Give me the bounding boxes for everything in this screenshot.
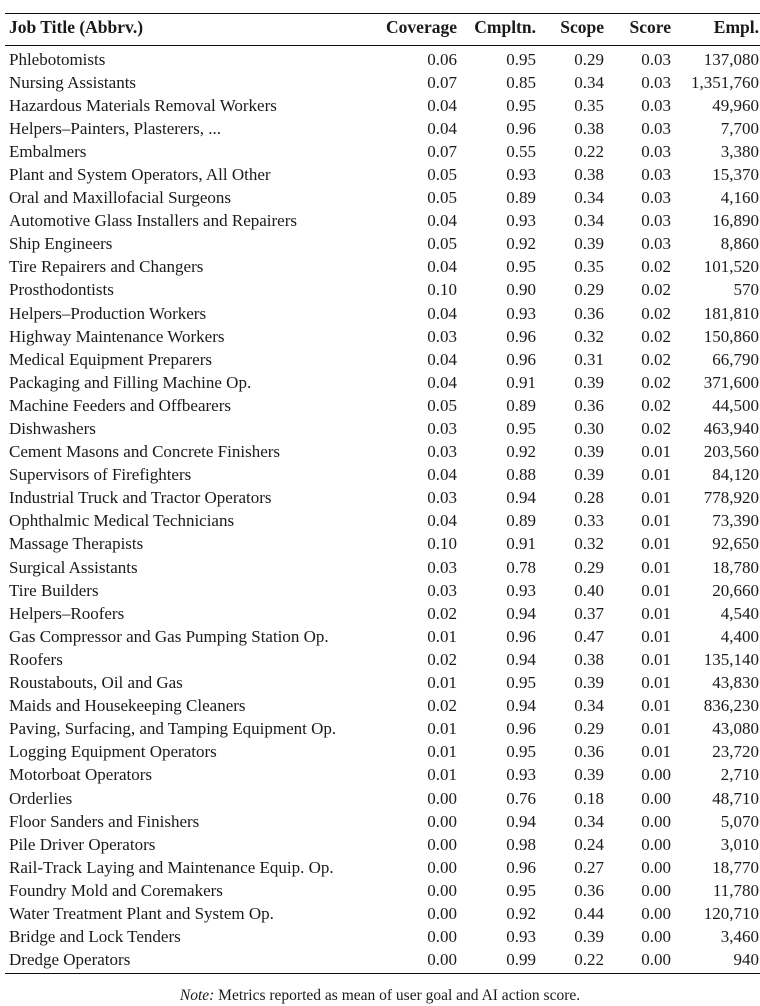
cell-empl: 135,140 <box>703 649 759 669</box>
cell-empl: 778,920 <box>703 488 759 508</box>
cell-coverage: 0.03 <box>427 580 457 600</box>
cell-scope: 0.29 <box>574 557 604 577</box>
table-row <box>5 740 760 763</box>
cell-job_title: Phlebotomists <box>9 49 106 69</box>
cell-score: 0.02 <box>641 326 671 346</box>
cell-empl: 18,780 <box>712 557 759 577</box>
cell-scope: 0.27 <box>574 857 604 877</box>
cell-job_title: Helpers–Production Workers <box>9 303 207 323</box>
table-row <box>5 301 760 324</box>
cell-coverage: 0.00 <box>427 857 457 877</box>
cell-coverage: 0.10 <box>427 280 457 300</box>
cell-scope: 0.36 <box>574 880 604 900</box>
cell-empl: 150,860 <box>703 326 759 346</box>
cell-job_title: Helpers–Roofers <box>9 603 125 623</box>
cell-scope: 0.34 <box>574 72 604 92</box>
cell-coverage: 0.04 <box>427 511 457 531</box>
cell-coverage: 0.01 <box>427 742 457 762</box>
cell-cmpltn: 0.78 <box>506 557 536 577</box>
cell-job_title: Maids and Housekeeping Cleaners <box>9 696 246 716</box>
cell-empl: 463,940 <box>703 419 759 438</box>
cell-job_title: Motorboat Operators <box>9 765 153 785</box>
cell-coverage: 0.00 <box>427 880 457 900</box>
cell-scope: 0.40 <box>574 580 604 600</box>
cell-empl: 570 <box>733 280 759 300</box>
cell-cmpltn: 0.94 <box>506 488 536 508</box>
cell-coverage: 0.04 <box>427 95 457 115</box>
cell-scope: 0.30 <box>574 419 604 438</box>
table-row <box>5 509 760 532</box>
cell-empl: 1,351,760 <box>691 72 759 92</box>
cell-score: 0.03 <box>641 141 671 161</box>
cell-coverage: 0.05 <box>427 164 457 184</box>
table-row <box>5 555 760 578</box>
cell-job_title: Highway Maintenance Workers <box>9 326 225 346</box>
cell-scope: 0.18 <box>574 788 604 808</box>
cell-empl: 20,660 <box>712 580 759 600</box>
cell-score: 0.01 <box>641 719 671 739</box>
cell-empl: 43,830 <box>712 673 759 693</box>
cell-empl: 181,810 <box>703 303 759 323</box>
cell-score: 0.00 <box>641 788 671 808</box>
cell-scope: 0.39 <box>574 465 604 485</box>
table-row <box>5 463 760 486</box>
column-header-cmpltn: Cmpltn. <box>457 14 536 45</box>
cell-scope: 0.39 <box>574 234 604 254</box>
cell-scope: 0.39 <box>574 372 604 392</box>
table-row <box>5 255 760 278</box>
cell-cmpltn: 0.91 <box>506 534 536 554</box>
cell-job_title: Industrial Truck and Tractor Operators <box>9 488 272 508</box>
cell-job_title: Water Treatment Plant and System Op. <box>9 903 274 923</box>
cell-scope: 0.39 <box>574 442 604 462</box>
table-row <box>5 694 760 717</box>
cell-job_title: Foundry Mold and Coremakers <box>9 880 223 900</box>
cell-job_title: Roofers <box>9 649 63 669</box>
cell-cmpltn: 0.89 <box>506 395 536 415</box>
cell-cmpltn: 0.96 <box>506 626 536 646</box>
cell-score: 0.02 <box>641 280 671 300</box>
table-row <box>5 232 760 255</box>
cell-empl: 4,540 <box>720 603 759 623</box>
cell-coverage: 0.03 <box>427 557 457 577</box>
cell-empl: 84,120 <box>712 465 759 485</box>
cell-scope: 0.29 <box>574 49 604 69</box>
cell-scope: 0.44 <box>574 903 604 923</box>
cell-score: 0.01 <box>641 534 671 554</box>
cell-scope: 0.36 <box>574 303 604 323</box>
cell-cmpltn: 0.94 <box>506 811 536 831</box>
table-row <box>5 786 760 809</box>
cell-score: 0.02 <box>641 303 671 323</box>
cell-coverage: 0.04 <box>427 257 457 277</box>
cell-coverage: 0.01 <box>427 719 457 739</box>
table-header <box>5 14 760 46</box>
table-row <box>5 209 760 232</box>
cell-job_title: Oral and Maxillofacial Surgeons <box>9 188 232 208</box>
cell-scope: 0.36 <box>574 742 604 762</box>
table-row <box>5 278 760 301</box>
table-row <box>5 810 760 833</box>
cell-job_title: Bridge and Lock Tenders <box>9 927 181 947</box>
cell-coverage: 0.04 <box>427 349 457 369</box>
cell-coverage: 0.05 <box>427 234 457 254</box>
cell-score: 0.03 <box>641 118 671 138</box>
table-row <box>5 325 760 348</box>
cell-cmpltn: 0.94 <box>506 649 536 669</box>
cell-cmpltn: 0.93 <box>506 765 536 785</box>
cell-job_title: Hazardous Materials Removal Workers <box>9 95 277 115</box>
cell-scope: 0.29 <box>574 719 604 739</box>
table-row <box>5 763 760 786</box>
cell-empl: 5,070 <box>720 811 759 831</box>
cell-score: 0.00 <box>641 765 671 785</box>
cell-job_title: Cement Masons and Concrete Finishers <box>9 442 281 462</box>
cell-cmpltn: 0.90 <box>506 280 536 300</box>
cell-score: 0.01 <box>641 603 671 623</box>
cell-empl: 2,710 <box>720 765 759 785</box>
table-row <box>5 394 760 417</box>
cell-job_title: Medical Equipment Preparers <box>9 349 212 369</box>
cell-scope: 0.31 <box>574 349 604 369</box>
cell-job_title: Tire Repairers and Changers <box>9 257 204 277</box>
cell-scope: 0.35 <box>574 95 604 115</box>
cell-job_title: Embalmers <box>9 141 87 161</box>
cell-scope: 0.37 <box>574 603 604 623</box>
cell-empl: 836,230 <box>703 696 759 716</box>
cell-score: 0.01 <box>641 488 671 508</box>
cell-job_title: Supervisors of Firefighters <box>9 465 192 485</box>
cell-scope: 0.39 <box>574 673 604 693</box>
cell-cmpltn: 0.93 <box>506 211 536 231</box>
cell-scope: 0.39 <box>574 765 604 785</box>
cell-coverage: 0.00 <box>427 834 457 854</box>
cell-cmpltn: 0.95 <box>506 880 536 900</box>
cell-coverage: 0.01 <box>427 626 457 646</box>
cell-cmpltn: 0.94 <box>506 603 536 623</box>
cell-score: 0.02 <box>641 372 671 392</box>
table-row <box>5 71 760 94</box>
cell-score: 0.03 <box>641 211 671 231</box>
table-row <box>5 902 760 925</box>
cell-empl: 15,370 <box>712 164 759 184</box>
table-row <box>5 163 760 186</box>
cell-empl: 7,700 <box>720 118 759 138</box>
cell-coverage: 0.00 <box>427 811 457 831</box>
cell-scope: 0.39 <box>574 927 604 947</box>
cell-cmpltn: 0.96 <box>506 118 536 138</box>
cell-coverage: 0.07 <box>427 72 457 92</box>
cell-score: 0.01 <box>641 696 671 716</box>
cell-score: 0.02 <box>641 419 671 438</box>
cell-cmpltn: 0.85 <box>506 72 536 92</box>
cell-job_title: Dishwashers <box>9 419 96 438</box>
table-row <box>5 348 760 371</box>
cell-coverage: 0.05 <box>427 188 457 208</box>
table-body <box>5 45 760 974</box>
cell-cmpltn: 0.76 <box>506 788 536 808</box>
table-row <box>5 140 760 163</box>
cell-scope: 0.38 <box>574 649 604 669</box>
cell-scope: 0.32 <box>574 326 604 346</box>
table-row <box>5 671 760 694</box>
cell-scope: 0.35 <box>574 257 604 277</box>
cell-empl: 23,720 <box>712 742 759 762</box>
table-row <box>5 602 760 625</box>
table-row <box>5 117 760 140</box>
cell-job_title: Surgical Assistants <box>9 557 138 577</box>
table-note-label: Note: <box>179 987 215 1005</box>
cell-cmpltn: 0.96 <box>506 719 536 739</box>
cell-job_title: Automotive Glass Installers and Repairers <box>9 211 297 231</box>
cell-score: 0.03 <box>641 49 671 69</box>
cell-coverage: 0.04 <box>427 465 457 485</box>
cell-scope: 0.38 <box>574 118 604 138</box>
cell-score: 0.01 <box>641 742 671 762</box>
table-row <box>5 94 760 117</box>
cell-cmpltn: 0.96 <box>506 349 536 369</box>
cell-empl: 371,600 <box>703 372 759 392</box>
cell-coverage: 0.06 <box>427 49 457 69</box>
cell-score: 0.00 <box>641 834 671 854</box>
cell-coverage: 0.01 <box>427 765 457 785</box>
cell-cmpltn: 0.91 <box>506 372 536 392</box>
table-note <box>0 987 760 1006</box>
cell-cmpltn: 0.98 <box>506 834 536 854</box>
cell-score: 0.01 <box>641 626 671 646</box>
table-row <box>5 833 760 856</box>
cell-cmpltn: 0.92 <box>506 234 536 254</box>
cell-score: 0.00 <box>641 811 671 831</box>
cell-score: 0.03 <box>641 164 671 184</box>
cell-cmpltn: 0.94 <box>506 696 536 716</box>
cell-score: 0.01 <box>641 673 671 693</box>
cell-scope: 0.36 <box>574 395 604 415</box>
cell-empl: 43,080 <box>712 719 759 739</box>
cell-empl: 8,860 <box>720 234 759 254</box>
table-row <box>5 948 760 974</box>
cell-empl: 16,890 <box>712 211 759 231</box>
cell-scope: 0.47 <box>574 626 604 646</box>
cell-score: 0.01 <box>641 465 671 485</box>
cell-cmpltn: 0.93 <box>506 580 536 600</box>
cell-job_title: Helpers–Painters, Plasterers, ... <box>9 118 221 138</box>
cell-coverage: 0.01 <box>427 673 457 693</box>
table-row <box>5 532 760 555</box>
cell-scope: 0.28 <box>574 488 604 508</box>
cell-coverage: 0.00 <box>427 903 457 923</box>
cell-job_title: Prosthodontists <box>9 280 114 300</box>
cell-score: 0.03 <box>641 188 671 208</box>
cell-score: 0.00 <box>641 927 671 947</box>
cell-cmpltn: 0.99 <box>457 948 536 974</box>
column-header-coverage: Coverage <box>374 14 457 45</box>
cell-score: 0.01 <box>641 557 671 577</box>
cell-empl: 3,010 <box>720 834 759 854</box>
cell-coverage: 0.04 <box>427 372 457 392</box>
cell-job_title: Logging Equipment Operators <box>9 742 217 762</box>
cell-coverage: 0.04 <box>427 118 457 138</box>
cell-job_title: Packaging and Filling Machine Op. <box>9 372 252 392</box>
cell-job_title: Tire Builders <box>9 580 99 600</box>
cell-scope: 0.29 <box>574 280 604 300</box>
cell-cmpltn: 0.95 <box>506 419 536 438</box>
cell-empl: 3,460 <box>720 927 759 947</box>
cell-coverage: 0.10 <box>427 534 457 554</box>
cell-job_title: Gas Compressor and Gas Pumping Station Op. <box>9 626 329 646</box>
cell-cmpltn: 0.89 <box>506 188 536 208</box>
cell-job_title: Massage Therapists <box>9 534 144 554</box>
cell-score: 0.01 <box>641 580 671 600</box>
table-note-text: Metrics reported as mean of user goal and AI action score. <box>218 987 581 1005</box>
column-header-job-title: Job Title (Abbrv.) <box>5 14 374 45</box>
column-header-empl: Empl. <box>671 14 760 45</box>
cell-job_title: Rail-Track Laying and Maintenance Equip. Op. <box>9 857 334 877</box>
cell-empl: 120,710 <box>703 903 759 923</box>
cell-coverage: 0.02 <box>427 603 457 623</box>
cell-cmpltn: 0.96 <box>506 326 536 346</box>
cell-scope: 0.34 <box>574 811 604 831</box>
table-row <box>5 925 760 948</box>
cell-job_title: Floor Sanders and Finishers <box>9 811 200 831</box>
table-sheet <box>0 13 760 1005</box>
cell-empl: 49,960 <box>712 95 759 115</box>
table-row <box>5 648 760 671</box>
cell-empl: 92,650 <box>712 534 759 554</box>
cell-job_title: Ophthalmic Medical Technicians <box>9 511 235 531</box>
cell-score: 0.02 <box>641 349 671 369</box>
cell-coverage: 0.03 <box>427 419 457 438</box>
cell-cmpltn: 0.55 <box>506 141 536 161</box>
cell-cmpltn: 0.92 <box>506 903 536 923</box>
cell-cmpltn: 0.89 <box>506 511 536 531</box>
cell-coverage: 0.04 <box>427 211 457 231</box>
cell-cmpltn: 0.93 <box>506 927 536 947</box>
cell-score: 0.03 <box>641 95 671 115</box>
cell-score: 0.00 <box>641 857 671 877</box>
cell-cmpltn: 0.95 <box>506 673 536 693</box>
cell-coverage: 0.00 <box>427 788 457 808</box>
cell-cmpltn: 0.93 <box>506 164 536 184</box>
cell-job_title: Roustabouts, Oil and Gas <box>9 673 183 693</box>
cell-scope: 0.34 <box>574 211 604 231</box>
cell-empl: 4,400 <box>720 626 759 646</box>
cell-scope: 0.34 <box>574 696 604 716</box>
column-header-score: Score <box>604 14 671 45</box>
cell-cmpltn: 0.95 <box>506 257 536 277</box>
cell-empl: 18,770 <box>712 857 759 877</box>
table-row <box>5 371 760 394</box>
cell-empl: 3,380 <box>720 141 759 161</box>
column-header-row <box>5 14 760 45</box>
cell-job_title: Plant and System Operators, All Other <box>9 164 271 184</box>
cell-job_title: Nursing Assistants <box>9 72 137 92</box>
table-row <box>5 579 760 602</box>
cell-coverage: 0.03 <box>427 488 457 508</box>
cell-empl: 137,080 <box>703 49 759 69</box>
cell-score: 0.01 <box>641 442 671 462</box>
cell-empl: 73,390 <box>712 511 759 531</box>
cell-scope: 0.33 <box>574 511 604 531</box>
job-metrics-table <box>5 13 760 974</box>
cell-coverage: 0.03 <box>427 442 457 462</box>
cell-empl: 940 <box>671 948 760 974</box>
table-row <box>5 186 760 209</box>
cell-score: 0.02 <box>641 395 671 415</box>
cell-scope: 0.22 <box>536 948 604 974</box>
cell-job_title: Paving, Surfacing, and Tamping Equipment Op. <box>9 719 337 739</box>
cell-score: 0.03 <box>641 72 671 92</box>
cell-scope: 0.32 <box>574 534 604 554</box>
cell-cmpltn: 0.95 <box>506 95 536 115</box>
cell-empl: 66,790 <box>712 349 759 369</box>
cell-cmpltn: 0.88 <box>506 465 536 485</box>
column-header-scope: Scope <box>536 14 604 45</box>
cell-scope: 0.34 <box>574 188 604 208</box>
cell-empl: 48,710 <box>712 788 759 808</box>
cell-score: 0.00 <box>641 903 671 923</box>
cell-score: 0.02 <box>641 257 671 277</box>
cell-coverage: 0.00 <box>427 927 457 947</box>
cell-coverage: 0.05 <box>427 395 457 415</box>
table-row <box>5 856 760 879</box>
cell-coverage: 0.00 <box>374 948 457 974</box>
cell-score: 0.00 <box>641 880 671 900</box>
cell-empl: 11,780 <box>712 880 759 900</box>
cell-coverage: 0.07 <box>427 141 457 161</box>
cell-job_title: Ship Engineers <box>9 234 113 254</box>
cell-cmpltn: 0.96 <box>506 857 536 877</box>
cell-cmpltn: 0.95 <box>506 49 536 69</box>
cell-cmpltn: 0.92 <box>506 442 536 462</box>
cell-empl: 203,560 <box>703 442 759 462</box>
cell-cmpltn: 0.93 <box>506 303 536 323</box>
table-row <box>5 717 760 740</box>
table-row <box>5 417 760 440</box>
cell-scope: 0.24 <box>574 834 604 854</box>
cell-scope: 0.22 <box>574 141 604 161</box>
cell-score: 0.00 <box>604 948 671 974</box>
cell-cmpltn: 0.95 <box>506 742 536 762</box>
table-row <box>5 486 760 509</box>
cell-empl: 101,520 <box>703 257 759 277</box>
cell-score: 0.03 <box>641 234 671 254</box>
cell-job_title: Orderlies <box>9 788 73 808</box>
cell-job_title: Pile Driver Operators <box>9 834 156 854</box>
cell-scope: 0.38 <box>574 164 604 184</box>
cell-coverage: 0.02 <box>427 696 457 716</box>
cell-empl: 44,500 <box>712 395 759 415</box>
table-row <box>5 625 760 648</box>
cell-score: 0.01 <box>641 511 671 531</box>
table-row <box>5 879 760 902</box>
cell-coverage: 0.03 <box>427 326 457 346</box>
cell-coverage: 0.02 <box>427 649 457 669</box>
cell-job_title: Dredge Operators <box>5 948 374 974</box>
cell-empl: 4,160 <box>720 188 759 208</box>
cell-job_title: Machine Feeders and Offbearers <box>9 395 232 415</box>
table-row <box>5 45 760 71</box>
cell-coverage: 0.04 <box>427 303 457 323</box>
table-row <box>5 440 760 463</box>
cell-score: 0.01 <box>641 649 671 669</box>
